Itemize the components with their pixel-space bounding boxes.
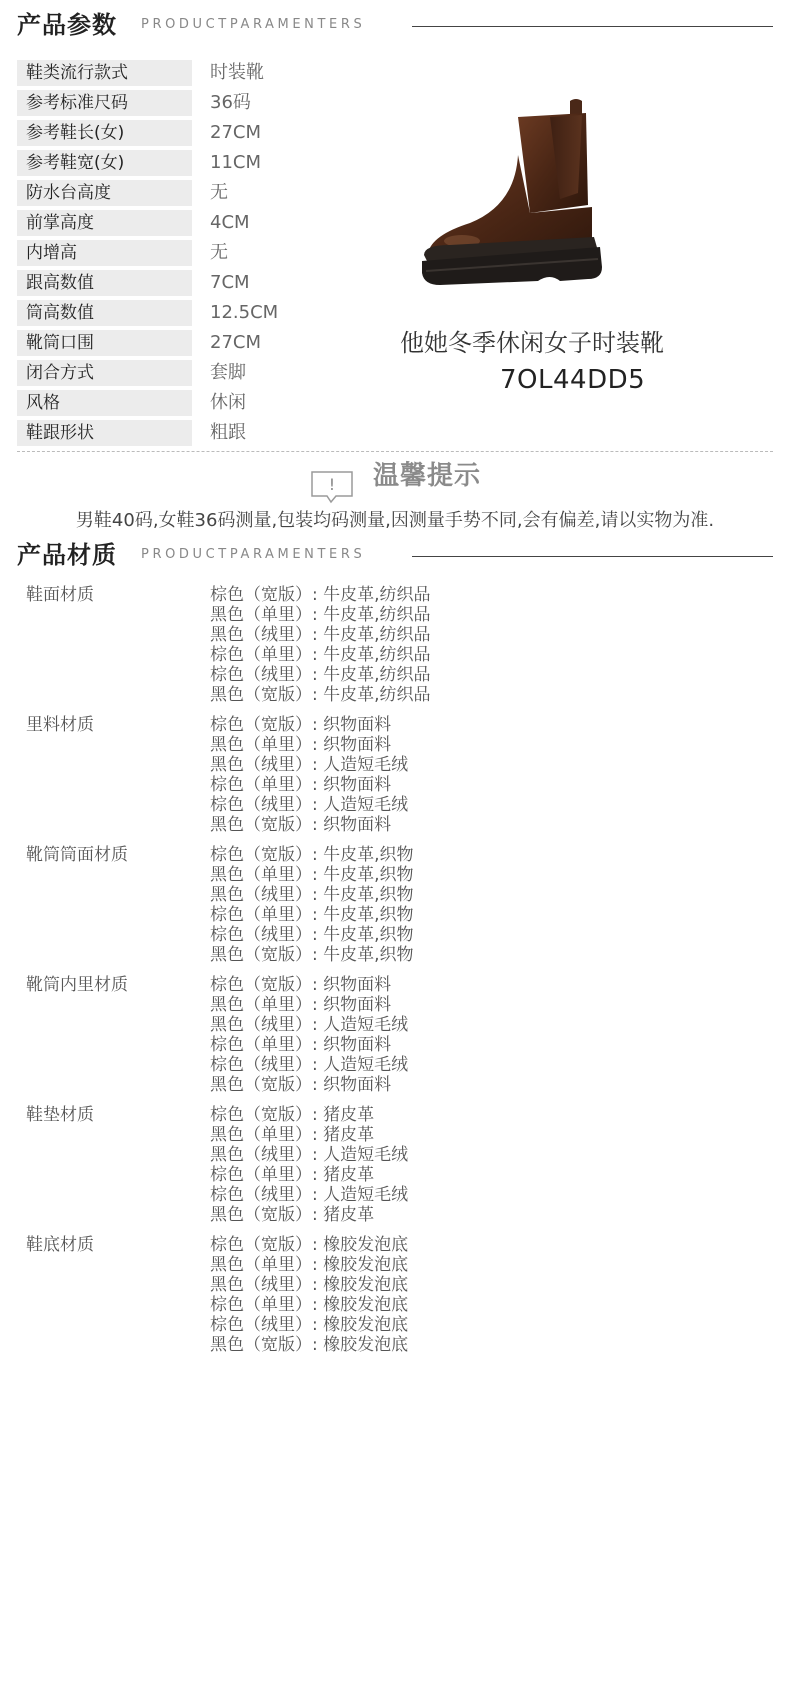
material-label: 鞋底材质 (26, 1235, 94, 1255)
param-value: 4CM (210, 212, 250, 233)
param-row (17, 300, 397, 330)
material-line: 黑色（单里）: 牛皮革,纺织品 (210, 605, 431, 625)
param-row (17, 60, 397, 90)
materials-list (17, 585, 757, 1365)
param-label: 鞋类流行款式 (17, 60, 192, 86)
section-header-materials (17, 535, 773, 575)
material-line: 黑色（宽版）: 牛皮革,纺织品 (210, 685, 431, 705)
material-group (17, 715, 757, 845)
material-label: 鞋面材质 (26, 585, 94, 605)
tip-title: 温馨提示 (373, 461, 482, 491)
param-label: 筒高数值 (17, 300, 192, 326)
material-line: 棕色（宽版）: 猪皮革 (210, 1105, 375, 1125)
param-value: 27CM (210, 332, 262, 353)
material-label: 鞋垫材质 (26, 1105, 94, 1125)
material-line: 棕色（绒里）: 人造短毛绒 (210, 1185, 409, 1205)
material-line: 黑色（单里）: 牛皮革,织物 (210, 865, 414, 885)
material-group (17, 1105, 757, 1235)
param-label: 闭合方式 (17, 360, 192, 386)
param-label: 靴筒口围 (17, 330, 192, 356)
material-line: 棕色（宽版）: 橡胶发泡底 (210, 1235, 409, 1255)
material-line: 黑色（单里）: 橡胶发泡底 (210, 1255, 409, 1275)
params-table (17, 60, 397, 450)
material-line: 黑色（绒里）: 人造短毛绒 (210, 1015, 409, 1035)
param-label: 跟高数值 (17, 270, 192, 296)
material-line: 黑色（单里）: 猪皮革 (210, 1125, 375, 1145)
param-row (17, 150, 397, 180)
param-label: 内增高 (17, 240, 192, 266)
material-line: 黑色（宽版）: 牛皮革,织物 (210, 945, 414, 965)
param-value: 时装靴 (210, 62, 264, 83)
section-subtitle: PRODUCTPARAMENTERS (141, 547, 366, 562)
product-boot-image (410, 95, 610, 295)
param-row (17, 210, 397, 240)
param-row (17, 240, 397, 270)
material-line: 棕色（绒里）: 牛皮革,织物 (210, 925, 414, 945)
material-group (17, 585, 757, 715)
material-line: 棕色（绒里）: 人造短毛绒 (210, 1055, 409, 1075)
param-value: 11CM (210, 152, 262, 173)
material-line: 棕色（绒里）: 人造短毛绒 (210, 795, 409, 815)
param-value: 无 (210, 182, 228, 203)
notice-glyph: ! (328, 475, 336, 494)
param-label: 鞋跟形状 (17, 420, 192, 446)
material-line: 黑色（宽版）: 猪皮革 (210, 1205, 375, 1225)
material-line: 黑色（宽版）: 橡胶发泡底 (210, 1335, 409, 1355)
param-row (17, 390, 397, 420)
material-line: 黑色（宽版）: 织物面料 (210, 815, 392, 835)
material-line: 黑色（绒里）: 人造短毛绒 (210, 755, 409, 775)
product-name: 他她冬季休闲女子时装靴 (400, 329, 664, 357)
param-value: 27CM (210, 122, 262, 143)
material-line: 棕色（宽版）: 牛皮革,纺织品 (210, 585, 431, 605)
param-value: 无 (210, 242, 228, 263)
material-label: 里料材质 (26, 715, 94, 735)
material-line: 棕色（单里）: 织物面料 (210, 775, 392, 795)
material-line: 棕色（绒里）: 橡胶发泡底 (210, 1315, 409, 1335)
param-value: 12.5CM (210, 302, 279, 323)
param-label: 参考标准尺码 (17, 90, 192, 116)
material-line: 黑色（单里）: 织物面料 (210, 995, 392, 1015)
material-line: 黑色（绒里）: 牛皮革,纺织品 (210, 625, 431, 645)
material-line: 黑色（绒里）: 牛皮革,织物 (210, 885, 414, 905)
dashed-divider (17, 451, 773, 452)
material-group (17, 845, 757, 975)
material-line: 黑色（绒里）: 橡胶发泡底 (210, 1275, 409, 1295)
material-line: 棕色（宽版）: 织物面料 (210, 715, 392, 735)
divider-line (412, 556, 773, 557)
product-code: 7OL44DD5 (500, 365, 646, 395)
material-line: 黑色（绒里）: 人造短毛绒 (210, 1145, 409, 1165)
material-line: 黑色（宽版）: 织物面料 (210, 1075, 392, 1095)
param-label: 风格 (17, 390, 192, 416)
material-line: 棕色（绒里）: 牛皮革,纺织品 (210, 665, 431, 685)
param-value: 36码 (210, 92, 251, 113)
param-value: 7CM (210, 272, 250, 293)
divider-line (412, 26, 773, 27)
material-group (17, 975, 757, 1105)
param-row (17, 360, 397, 390)
material-line: 棕色（单里）: 织物面料 (210, 1035, 392, 1055)
param-row (17, 120, 397, 150)
notice-bubble-icon (310, 470, 354, 504)
material-label: 靴筒内里材质 (26, 975, 128, 995)
tip-text: 男鞋40码,女鞋36码测量,包装均码测量,因测量手势不同,会有偏差,请以实物为准. (75, 510, 715, 531)
param-row (17, 420, 397, 450)
material-line: 棕色（单里）: 牛皮革,纺织品 (210, 645, 431, 665)
param-label: 前掌高度 (17, 210, 192, 236)
param-row (17, 270, 397, 300)
material-line: 棕色（单里）: 橡胶发泡底 (210, 1295, 409, 1315)
section-subtitle: PRODUCTPARAMENTERS (141, 17, 366, 32)
param-row (17, 180, 397, 210)
param-value: 粗跟 (210, 422, 246, 443)
section-header-params (17, 5, 773, 45)
material-line: 棕色（宽版）: 织物面料 (210, 975, 392, 995)
section-title: 产品材质 (17, 541, 117, 569)
param-value: 休闲 (210, 392, 246, 413)
param-label: 参考鞋长(女) (17, 120, 192, 146)
param-label: 防水台高度 (17, 180, 192, 206)
param-row (17, 330, 397, 360)
material-line: 棕色（单里）: 牛皮革,织物 (210, 905, 414, 925)
material-line: 棕色（单里）: 猪皮革 (210, 1165, 375, 1185)
param-row (17, 90, 397, 120)
material-line: 黑色（单里）: 织物面料 (210, 735, 392, 755)
param-value: 套脚 (210, 362, 246, 383)
material-label: 靴筒筒面材质 (26, 845, 128, 865)
section-title: 产品参数 (17, 11, 117, 39)
material-group (17, 1235, 757, 1365)
param-label: 参考鞋宽(女) (17, 150, 192, 176)
material-line: 棕色（宽版）: 牛皮革,织物 (210, 845, 414, 865)
